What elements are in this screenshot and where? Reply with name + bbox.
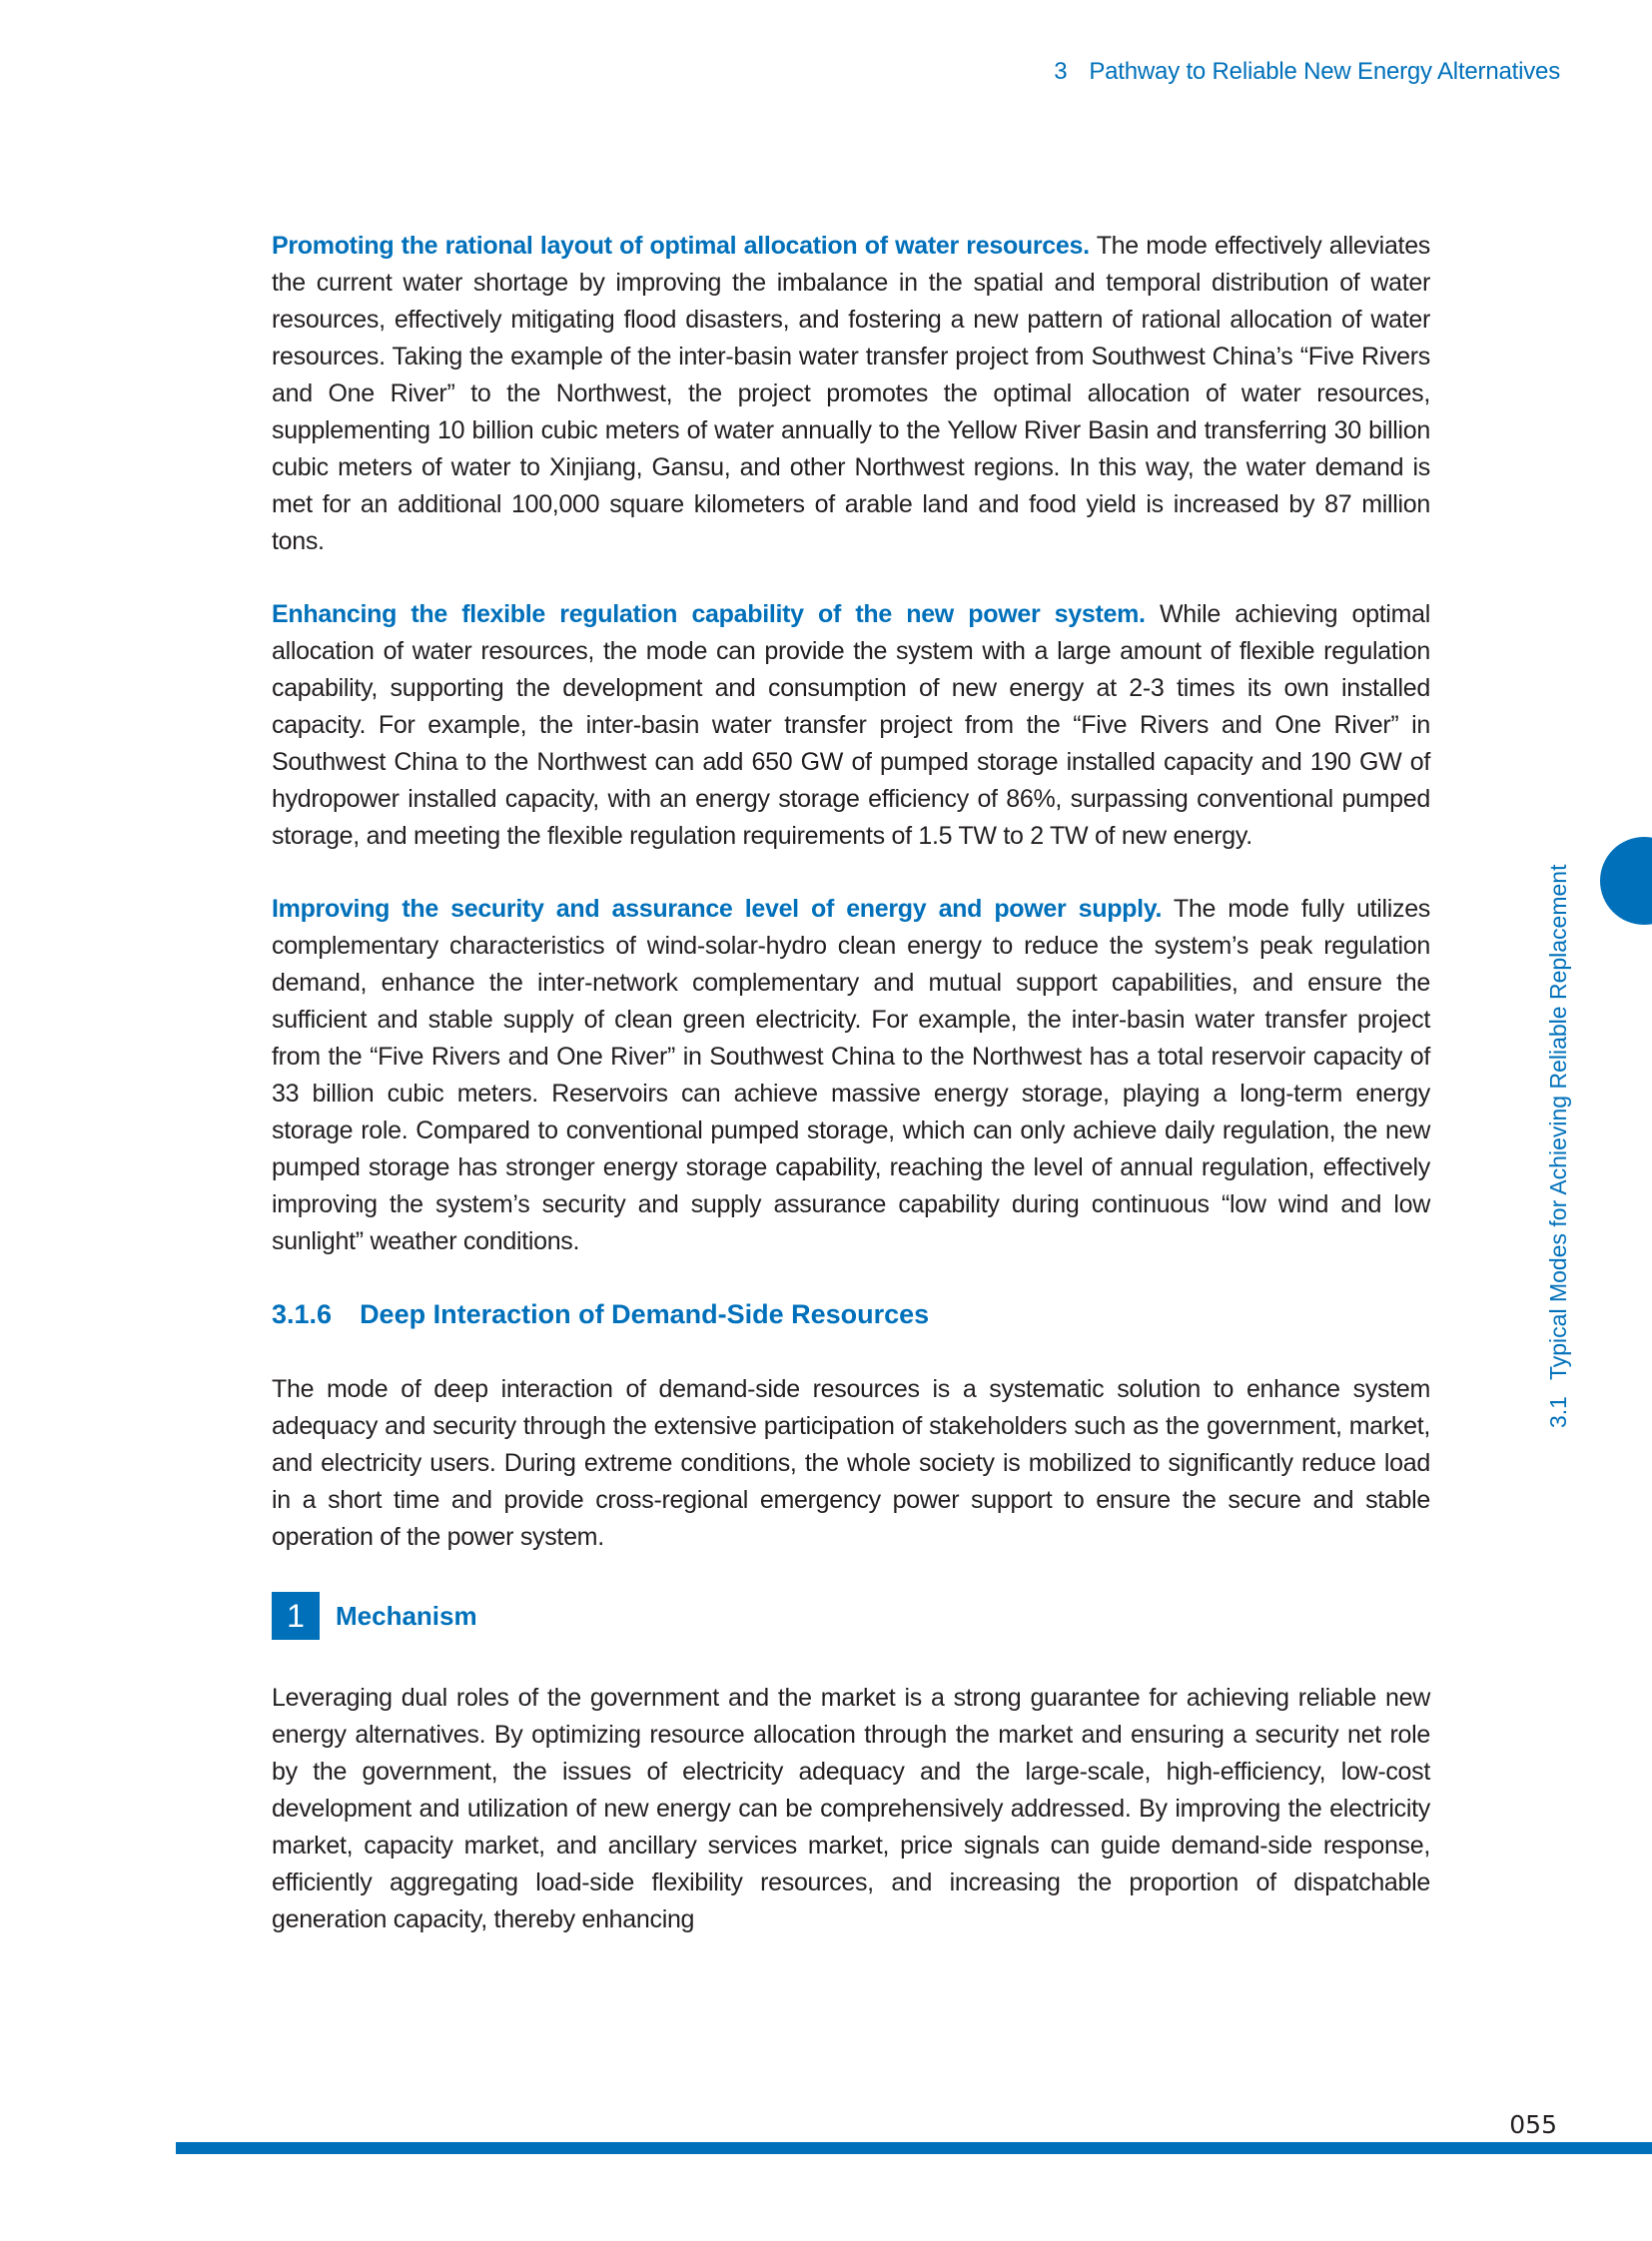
main-content xyxy=(272,228,1430,1974)
chapter-title: Pathway to Reliable New Energy Alternatives xyxy=(1089,58,1560,85)
paragraph-lead: Enhancing the flexible regulation capability of the new power system. xyxy=(272,600,1146,628)
side-section-title: Typical Modes for Achieving Reliable Replacement xyxy=(1545,864,1571,1381)
paragraph-security-assurance xyxy=(272,891,1430,1260)
subsection-title: Mechanism xyxy=(336,1600,477,1631)
side-tab-marker xyxy=(1600,837,1652,925)
paragraph-body: The mode effectively alleviates the current water shortage by improving the imbalance in the spatial and temporal distribution of water resources, effectively mitigating flood disasters, and fostering a new pattern of rational allocation of water resources. Taking the example of the inter-basin water transfer project from Southwest China’s “Five Rivers and One River” to the Northwest, the project promotes the optimal allocation of water resources, supplementing 10 billion cubic meters of water annually to the Yellow River Basin and transferring 30 billion cubic meters of water to Xinjiang, Gansu, and other Northwest regions. In this way, the water demand is met for an additional 100,000 square kilometers of arable land and food yield is increased by 87 million tons. xyxy=(272,232,1430,555)
paragraph-flexible-regulation xyxy=(272,596,1430,855)
section-heading xyxy=(272,1296,1430,1333)
paragraph-body: While achieving optimal allocation of water resources, the mode can provide the system with a large amount of flexible regulation capability, supporting the development and consumption of new energy at 2-3 times its own installed capacity. For example, the inter-basin water transfer project from the “Five Rivers and One River” in Southwest China to the Northwest can add 650 GW of pumped storage installed capacity and 190 GW of hydropower installed capacity, with an energy storage efficiency of 86%, surpassing conventional pumped storage, and meeting the flexible regulation requirements of 1.5 TW to 2 TW of new energy. xyxy=(272,600,1430,850)
section-number: 3.1.6 xyxy=(272,1299,333,1329)
chapter-number: 3 xyxy=(1054,58,1068,85)
side-section-label xyxy=(1545,865,1572,1428)
page-number: 055 xyxy=(1509,2110,1557,2139)
running-header xyxy=(1054,58,1560,86)
footer-bar xyxy=(176,2142,1652,2154)
paragraph-lead: Promoting the rational layout of optimal allocation of water resources. xyxy=(272,232,1090,260)
side-section-number: 3.1 xyxy=(1545,1396,1571,1428)
subsection-body: Leveraging dual roles of the government and the market is a strong guarantee for achieving reliable new energy alternatives. By optimizing resource allocation through the market and ensuring a security net role by the government, the issues of electricity adequacy and the large-scale, high-efficiency, low-cost development and utilization of new energy can be comprehensively addressed. By improving the electricity market, capacity market, and ancillary services market, price signals can guide demand-side response, efficiently aggregating load-side flexibility resources, and increasing the proportion of dispatchable generation capacity, thereby enhancing xyxy=(272,1684,1430,1933)
paragraph-lead: Improving the security and assurance level of energy and power supply. xyxy=(272,895,1163,923)
section-intro: The mode of deep interaction of demand-side resources is a systematic solution to enhance system adequacy and security through the extensive participation of stakeholders such as the government, market, and electricity users. During extreme conditions, the whole society is mobilized to significantly reduce load in a short time and provide cross-regional emergency power support to ensure the secure and stable operation of the power system. xyxy=(272,1375,1430,1551)
paragraph-water-allocation xyxy=(272,228,1430,560)
subsection-number-badge: 1 xyxy=(272,1592,320,1640)
subsection-heading xyxy=(272,1592,1430,1640)
section-title: Deep Interaction of Demand-Side Resources xyxy=(360,1299,930,1329)
paragraph-body: The mode fully utilizes complementary characteristics of wind-solar-hydro clean energy to reduce the system’s peak regulation demand, enhance the inter-network complementary and mutual support capabilities, and ensure the sufficient and stable supply of clean green electricity. For example, the inter-basin water transfer project from the “Five Rivers and One River” in Southwest China to the Northwest has a total reservoir capacity of 33 billion cubic meters. Reservoirs can achieve massive energy storage, playing a long-term energy storage role. Compared to conventional pumped storage, which can only achieve daily regulation, the new pumped storage has stronger energy storage capability, reaching the level of annual regulation, effectively improving the system’s security and supply assurance capability during continuous “low wind and low sunlight” weather conditions. xyxy=(272,895,1430,1255)
